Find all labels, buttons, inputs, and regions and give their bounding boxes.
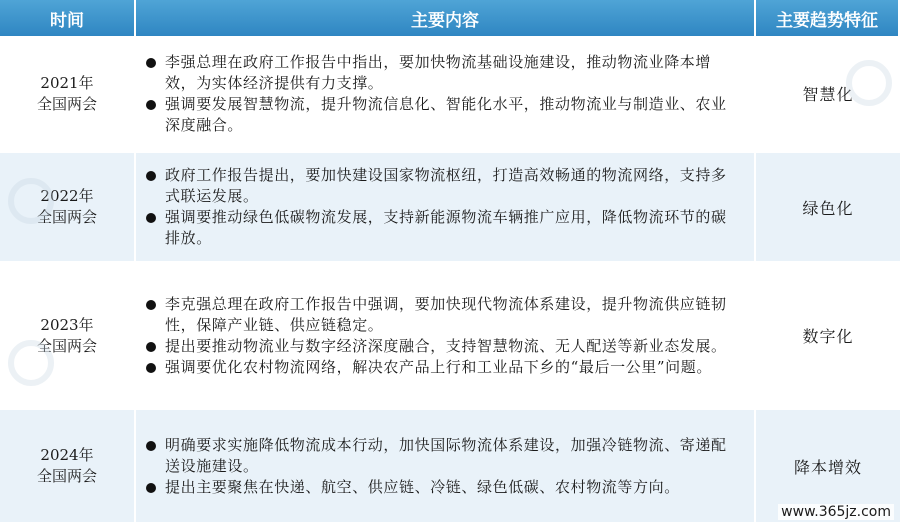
row-meeting: 全国两会 bbox=[36, 467, 97, 485]
row-2024-trend: 降本增效 bbox=[756, 410, 900, 524]
list-item bbox=[146, 94, 740, 136]
header-trend: 主要趋势特征 bbox=[756, 0, 900, 36]
row-2023-time bbox=[0, 263, 136, 410]
list-item bbox=[146, 435, 740, 477]
row-2021-content bbox=[136, 36, 756, 153]
row-meeting: 全国两会 bbox=[36, 336, 97, 355]
bullet-dot-icon bbox=[146, 300, 156, 310]
list-item-text: 李克强总理在政府工作报告中强调，要加快现代物流体系建设，提升物流供应链韧性，保障产业链、供应链稳定。 bbox=[165, 294, 727, 334]
row-year: 2021年 bbox=[40, 73, 94, 92]
row-2024-time bbox=[0, 410, 136, 524]
row-2024-content bbox=[136, 410, 756, 524]
bullet-dot-icon bbox=[146, 363, 156, 373]
bullet-dot-icon bbox=[146, 342, 156, 352]
row-2021-trend: 智慧化 bbox=[756, 36, 900, 153]
site-watermark: www.365jz.com bbox=[778, 504, 894, 520]
list-item bbox=[146, 294, 740, 336]
list-item-text: 强调要优化农村物流网络，解决农产品上行和工业品下乡的“最后一公里”问题。 bbox=[165, 357, 712, 376]
list-item-text: 强调要推动绿色低碳物流发展，支持新能源物流车辆推广应用，降低物流环节的碳排放。 bbox=[165, 208, 727, 247]
list-item-text: 政府工作报告提出，要加快建设国家物流枢纽，打造高效畅通的物流网络，支持多式联运发展。 bbox=[165, 166, 727, 205]
watermark-logo-icon bbox=[846, 60, 892, 106]
row-2022-trend: 绿色化 bbox=[756, 153, 900, 263]
list-item-text: 强调要发展智慧物流，提升物流信息化、智能化水平，推动物流业与制造业、农业深度融合。 bbox=[165, 94, 727, 134]
row-meeting: 全国两会 bbox=[36, 94, 97, 113]
bullet-dot-icon bbox=[146, 171, 156, 181]
watermark-logo-icon bbox=[8, 340, 54, 386]
list-item bbox=[146, 165, 740, 207]
list-item-text: 提出主要聚焦在快递、航空、供应链、冷链、绿色低碳、农村物流等方向。 bbox=[165, 477, 680, 496]
list-item bbox=[146, 52, 740, 94]
list-item bbox=[146, 336, 740, 357]
bullet-dot-icon bbox=[146, 100, 156, 110]
bullet-dot-icon bbox=[146, 483, 156, 493]
row-year: 2022年 bbox=[40, 187, 94, 205]
row-year: 2024年 bbox=[40, 446, 94, 464]
list-item bbox=[146, 357, 740, 378]
bullet-dot-icon bbox=[146, 213, 156, 223]
row-meeting: 全国两会 bbox=[36, 208, 97, 226]
list-item bbox=[146, 477, 740, 498]
row-2023-content bbox=[136, 263, 756, 410]
bullet-dot-icon bbox=[146, 441, 156, 451]
list-item-text: 明确要求实施降低物流成本行动，加快国际物流体系建设，加强冷链物流、寄递配送设施建设。 bbox=[165, 435, 727, 475]
row-year: 2023年 bbox=[40, 315, 94, 334]
header-time: 时间 bbox=[0, 0, 136, 36]
list-item-text: 提出要推动物流业与数字经济深度融合，支持智慧物流、无人配送等新业态发展。 bbox=[165, 336, 727, 355]
watermark-logo-icon bbox=[8, 178, 54, 224]
row-2023-trend: 数字化 bbox=[756, 263, 900, 410]
list-item-text: 李强总理在政府工作报告中指出，要加快物流基础设施建设，推动物流业降本增效，为实体经济提供有力支撑。 bbox=[165, 52, 712, 92]
row-2022-content bbox=[136, 153, 756, 263]
header-content: 主要内容 bbox=[136, 0, 756, 36]
list-item bbox=[146, 207, 740, 249]
bullet-dot-icon bbox=[146, 58, 156, 68]
row-2021-time bbox=[0, 36, 136, 153]
